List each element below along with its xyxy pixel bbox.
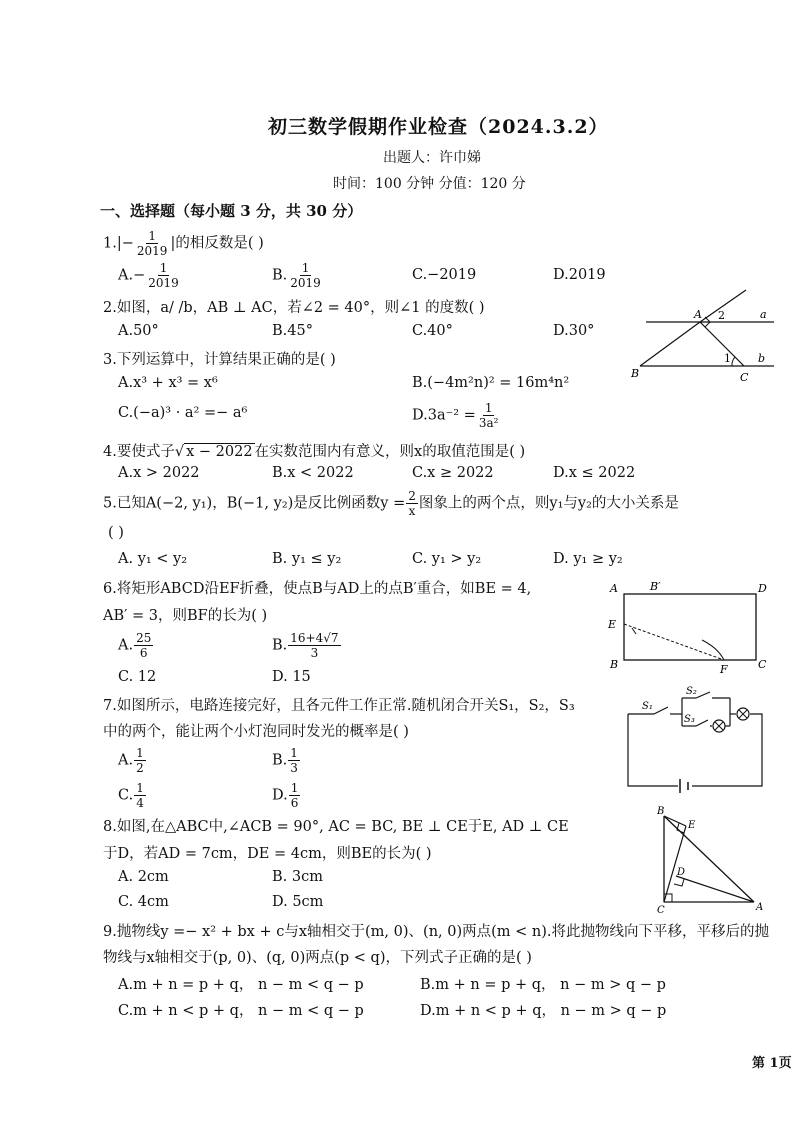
section-heading: 一、选择题（每小题 3 分，共 30 分） [100,202,363,220]
question-1 [103,230,264,257]
svg-text:S₂: S₂ [686,686,697,697]
q2-figure-parallel-lines [628,288,778,384]
question-3: 3.下列运算中，计算结果正确的是( ) [103,352,336,368]
q1-fraction: $\frac{1}{2019}$ [136,229,168,258]
svg-text:A: A [610,582,618,595]
q3-option-a: A.x³ + x³ = x⁶ [118,375,218,391]
q1-option-d: D.2019 [553,267,606,283]
svg-text:A: A [756,902,764,913]
question-2: 2.如图，a/ /b，AB ⊥ AC，若∠2 = 40°，则∠1 的度数( ) [103,300,485,316]
q6-option-b: B. $\frac{16+4√7}{3}$ [272,631,339,660]
svg-text:A: A [694,308,702,321]
question-6-line1: 6.将矩形ABCD沿EF折叠，使点B与AD上的点B′重合，如BE = 4, [103,581,532,597]
q6-option-c: C. 12 [118,669,157,685]
q2-option-b: B.45° [272,323,313,339]
q5-option-d: D. y₁ ≥ y₂ [553,551,623,567]
svg-text:B′: B′ [650,580,661,593]
q8-option-b: B. 3cm [272,869,323,885]
q4-option-c: C.x ≥ 2022 [412,465,494,481]
q2-option-d: D.30° [553,323,595,339]
q1-option-a: A.− $\frac{1}{2019}$ [118,261,179,290]
q7-option-c: C. $\frac{1}{4}$ [118,781,144,810]
q1-suffix: |的相反数是( ) [170,235,264,252]
q6-option-d: D. 15 [272,669,311,685]
q6-figure-rectangle [606,578,772,674]
q2-option-c: C.40° [412,323,453,339]
q2-option-a: A.50° [118,323,159,339]
q4-option-a: A.x > 2022 [118,465,200,481]
q5-option-b: B. y₁ ≤ y₂ [272,551,342,567]
q7-circuit-diagram [620,682,770,794]
svg-text:a: a [760,308,767,321]
q3-option-b: B.(−4m²n)² = 16m⁴n² [412,375,570,391]
question-7-line2: 中的两个，能让两个小灯泡同时发光的概率是( ) [103,724,409,740]
q5-option-a: A. y₁ < y₂ [118,551,188,567]
svg-text:B: B [631,367,640,380]
question-9-line1: 9.抛物线y =− x² + bx + c与x轴相交于(m, 0)、(n, 0)两点(m < n).将此抛物线向下平移，平移后的抛 [103,924,770,940]
question-7-line1: 7.如图所示，电路连接完好，且各元件工作正常.随机闭合开关S₁，S₂，S₃ [103,698,575,714]
q3-option-c: C.(−a)³ · a² =− a⁶ [118,405,248,421]
q9-option-a: A.m + n = p + q， n − m < q − p [118,977,364,993]
question-4: 4.要使式子√ x − 2022 在实数范围内有意义，则x的取值范围是( ) [103,444,526,460]
exam-meta: 时间：100 分钟 分值：120 分 [333,176,526,192]
svg-text:F: F [720,663,728,674]
svg-text:E: E [688,820,696,831]
question-6-line2: AB′ = 3，则BF的长为( ) [103,608,268,624]
q3-option-d: D.3a⁻² = $\frac{1}{\text{3a²}}$ [412,401,499,430]
svg-text:b: b [758,352,766,365]
author-line: 出题人：许巾娣 [383,150,481,166]
q7-option-d: D. $\frac{1}{6}$ [272,781,299,810]
svg-text:1: 1 [724,352,731,365]
q8-option-d: D. 5cm [272,894,324,910]
svg-text:S₁: S₁ [642,701,653,712]
question-5: 5.已知A(−2, y₁)，B(−1, y₂)是反比例函数y = $\frac{2}{x}$ 图象上的两个点，则y₁与y₂的大小关系是 [103,489,679,518]
question-8-line2: 于D，若AD = 7cm，DE = 4cm，则BE的长为( ) [103,846,432,862]
question-9-line2: 物线与x轴相交于(p, 0)、(q, 0)两点(p < q)，下列式子正确的是( ) [103,950,532,966]
q7-option-b: B. $\frac{1}{3}$ [272,746,298,775]
svg-text:2: 2 [718,309,725,322]
q1-number: 1. [103,235,117,252]
page-title: 初三数学假期作业检查（2024.3.2） [268,116,609,138]
question-8-line1: 8.如图,在△ABC中,∠ACB = 90°, AC = BC, BE ⊥ CE于E, AD ⊥ CE [103,819,569,835]
svg-text:C: C [740,371,749,384]
svg-text:B: B [610,658,619,671]
svg-text:B: B [657,806,665,817]
q5-option-c: C. y₁ > y₂ [412,551,482,567]
page-number: 第 1页 [752,1056,792,1071]
q4-option-b: B.x < 2022 [272,465,354,481]
q1-option-c: C.−2019 [412,267,477,283]
q1-prefix: |− [116,235,134,252]
q5-bracket: ( ) [108,525,124,541]
q9-option-b: B.m + n = p + q， n − m > q − p [420,977,666,993]
q8-option-c: C. 4cm [118,894,169,910]
q8-figure-triangle [652,802,770,916]
svg-text:E: E [608,618,617,631]
q1-option-b: B. $\frac{1}{2019}$ [272,261,321,290]
svg-text:D: D [677,867,686,878]
q9-option-c: C.m + n < p + q， n − m < q − p [118,1003,364,1019]
q6-option-a: A. $\frac{25}{6}$ [118,631,152,660]
q4-option-d: D.x ≤ 2022 [553,465,636,481]
svg-text:C: C [657,905,665,916]
svg-text:C: C [758,658,767,671]
q8-option-a: A. 2cm [118,869,169,885]
svg-text:S₃: S₃ [684,714,695,725]
q9-option-d: D.m + n < p + q， n − m > q − p [420,1003,667,1019]
svg-text:D: D [758,582,767,595]
q7-option-a: A. $\frac{1}{2}$ [118,746,144,775]
